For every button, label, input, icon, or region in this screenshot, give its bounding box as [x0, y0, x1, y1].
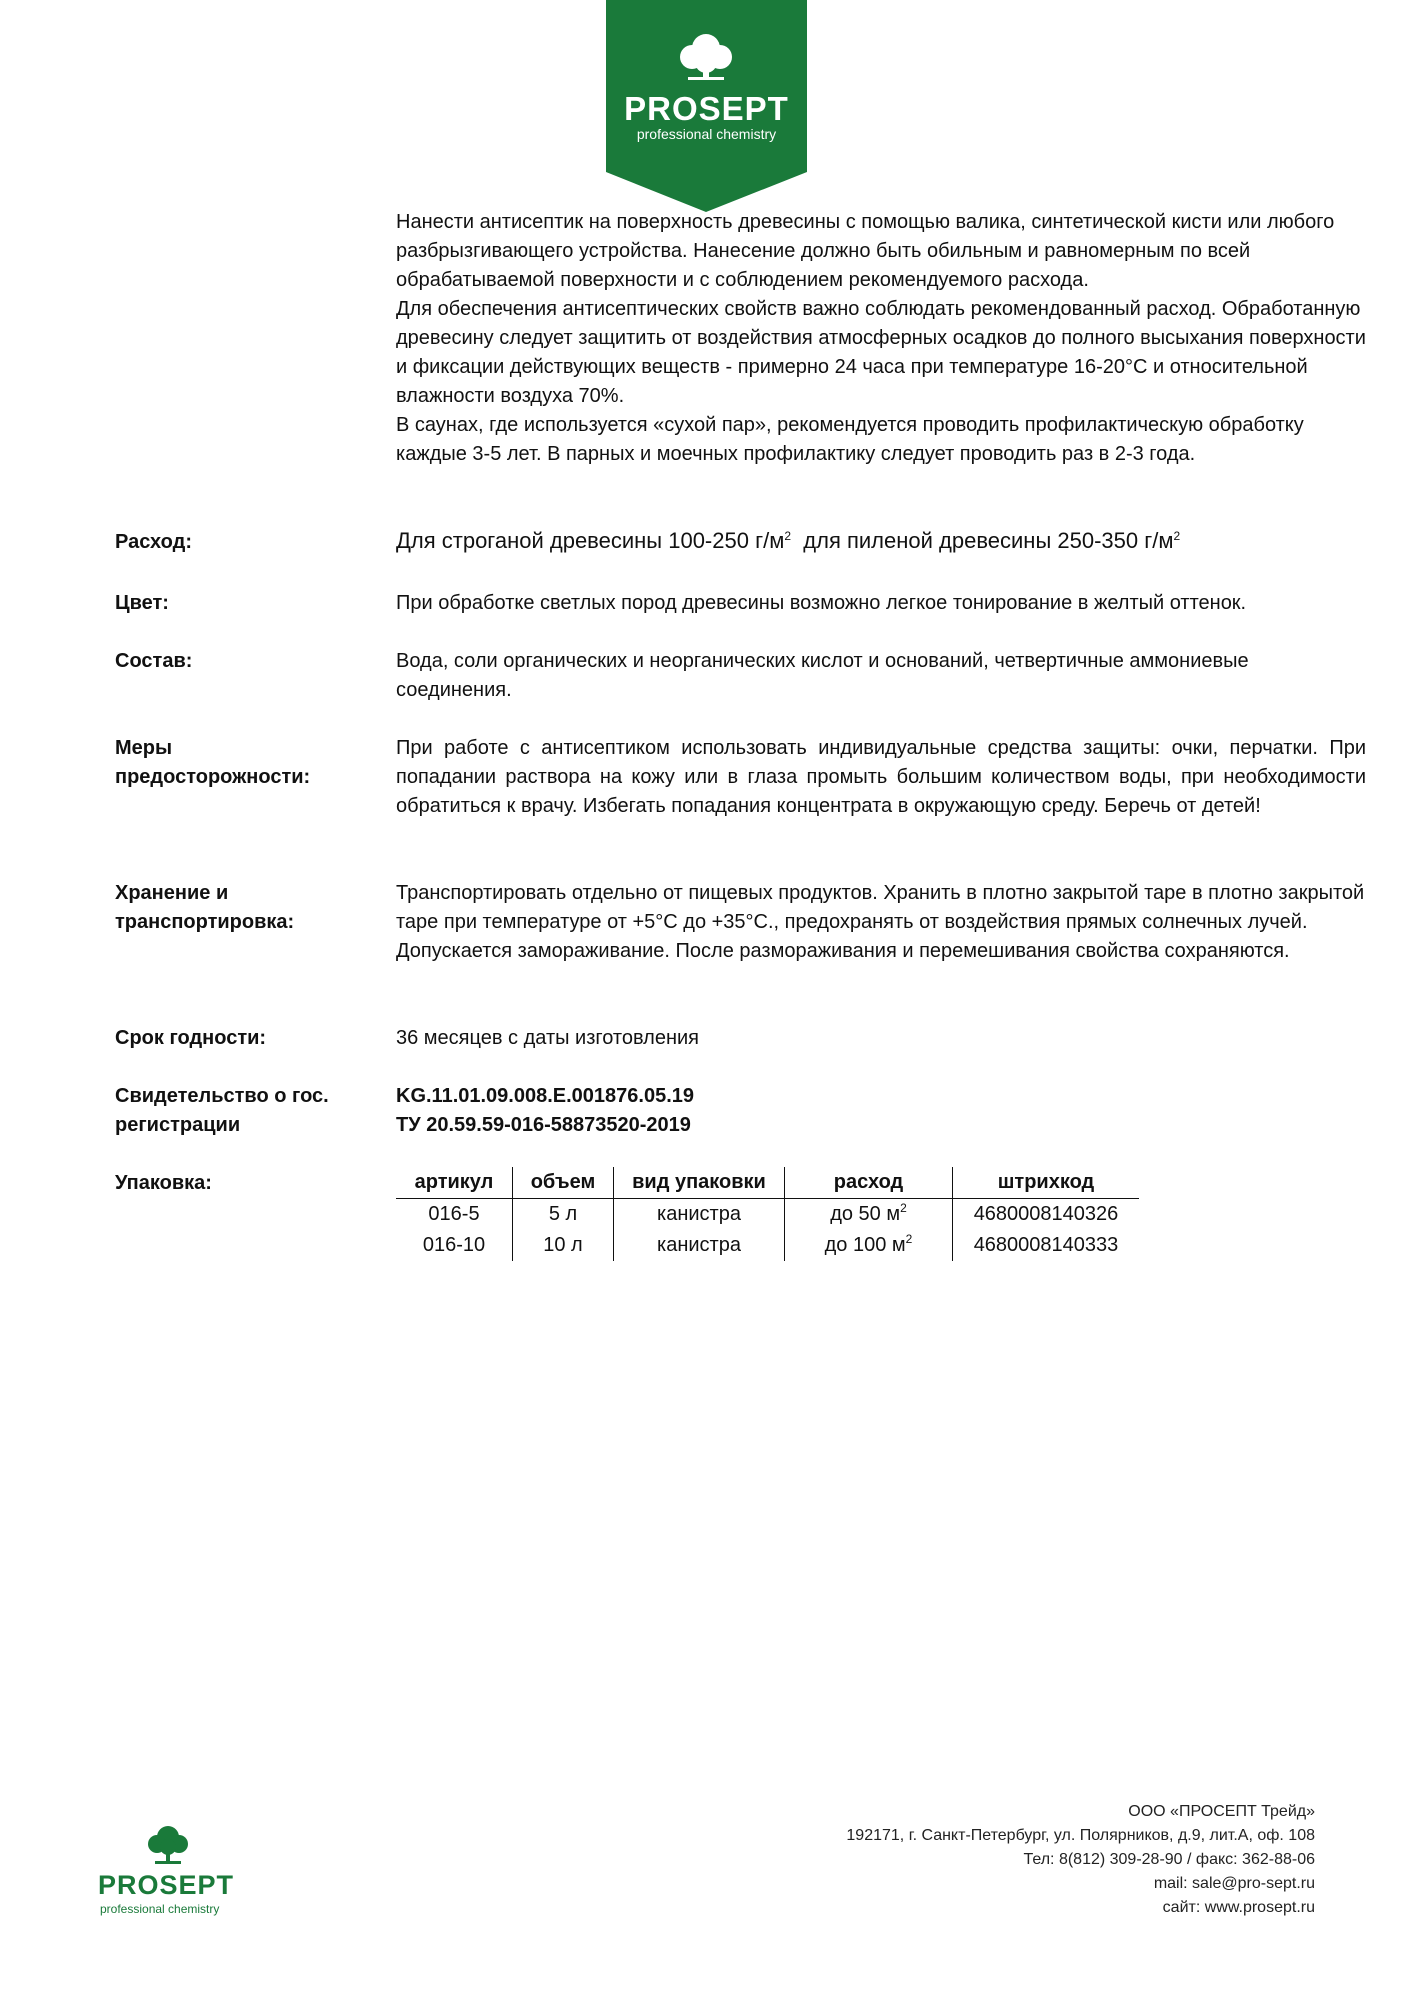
table-row — [396, 1199, 1139, 1231]
color-label: Цвет: — [115, 592, 169, 614]
company-address: 192171, г. Санкт-Петербург, ул. Полярников, д.9, лит.А, оф. 108 — [846, 1827, 1315, 1844]
tree-icon — [98, 1820, 248, 1870]
cell-barcode: 4680008140326 — [973, 1203, 1119, 1225]
cell-type: канистра — [614, 1230, 785, 1261]
usage-text: до 50 м — [830, 1203, 901, 1225]
cell-type: канистра — [614, 1199, 785, 1231]
company-info — [715, 1800, 1315, 1920]
consumption-planed: Для строганой древесины 100-250 г/м — [396, 528, 785, 553]
cell-usage — [785, 1199, 953, 1231]
company-site[interactable]: сайт: www.prosept.ru — [1162, 1899, 1315, 1916]
table-header-row — [396, 1167, 1139, 1199]
column-header: штрихкод — [953, 1167, 1140, 1199]
footer-brand: PROSEPT — [98, 1870, 235, 1900]
registration-certificate: KG.11.01.09.008.Е.001876.05.19 — [396, 1085, 695, 1107]
column-header: расход — [785, 1167, 953, 1199]
registration-label-line: регистрации — [115, 1114, 241, 1136]
storage-label-line: Хранение и — [115, 882, 229, 904]
cell-volume: 10 л — [513, 1230, 614, 1261]
header-brand: PROSEPT — [624, 90, 789, 127]
storage-label-line: транспортировка: — [115, 911, 295, 933]
company-email[interactable]: mail: sale@pro-sept.ru — [1153, 1875, 1315, 1892]
usage-text: до 100 м — [824, 1234, 906, 1256]
color-value: При обработке светлых пород древесины возможно легкое тонирование в желтый оттенок. — [396, 592, 1247, 614]
registration-label — [115, 1082, 375, 1140]
superscript: 2 — [905, 1232, 913, 1246]
header-tagline: professional chemistry — [636, 126, 777, 142]
composition-label: Состав: — [115, 650, 193, 672]
cell-article: 016-5 — [396, 1199, 513, 1231]
superscript: 2 — [784, 529, 792, 543]
precautions-value: При работе с антисептиком использовать индивидуальные средства защиты: очки, перчатки. При попадании раствора на кожу или в глаза промыть большим количеством воды, при необходимости обратиться к врачу. Избегать попадания концентрата в окружающую среду. Беречь от детей! — [396, 737, 1366, 817]
column-header: объем — [513, 1167, 614, 1199]
cell-barcode: 4680008140333 — [973, 1234, 1119, 1256]
application-instructions — [396, 208, 1366, 469]
storage-label — [115, 879, 375, 937]
superscript: 2 — [900, 1201, 907, 1215]
registration-value — [396, 1082, 1366, 1140]
company-name: ООО «ПРОСЕПТ Трейд» — [1128, 1803, 1315, 1820]
consumption-sawn: для пиленой древесины 250-350 г/м — [803, 528, 1174, 553]
storage-value: Транспортировать отдельно от пищевых продуктов. Хранить в плотно закрытой таре в плотно закрытой таре при температуре от +5°С до +35°С., предохранять от воздействия прямых солнечных лучей. Допускается замораживание. После размораживания и перемешивания свойства сохраняются. — [396, 882, 1365, 962]
footer-logo — [98, 1820, 248, 1920]
cell-volume: 5 л — [513, 1199, 614, 1231]
intro-paragraph: Нанести антисептик на поверхность древесины с помощью валика, синтетической кисти или любого разбрызгивающего устройства. Нанесение должно быть обильным и равномерным по всей обрабатываемой поверхности и с соблюдением рекомендуемого расхода. — [396, 211, 1335, 291]
shelf-life-label: Срок годности: — [115, 1027, 267, 1049]
intro-paragraph: Для обеспечения антисептических свойств важно соблюдать рекомендованный расход. Обработанную древесину следует защитить от воздействия атмосферных осадков до полного высыхания поверхности и фиксации действующих веществ - примерно 24 часа при температуре 16-20°С и относительной влажности воздуха 70%. — [396, 298, 1366, 407]
packaging-label: Упаковка: — [115, 1172, 212, 1194]
intro-paragraph: В саунах, где используется «сухой пар», рекомендуется проводить профилактическую обработку каждые 3-5 лет. В парных и моечных профилактику следует проводить раз в 2-3 года. — [396, 414, 1304, 465]
packaging-table — [396, 1167, 1139, 1261]
column-header: вид упаковки — [614, 1167, 785, 1199]
footer-tagline: professional chemistry — [100, 1902, 220, 1916]
registration-spec: ТУ 20.59.59-016-58873520-2019 — [396, 1114, 691, 1136]
consumption-label: Расход: — [115, 531, 192, 553]
consumption-value — [396, 526, 1366, 555]
cell-usage — [785, 1230, 953, 1261]
table-row — [396, 1230, 1139, 1261]
shelf-life-value: 36 месяцев с даты изготовления — [396, 1027, 699, 1049]
precautions-label-line: Меры — [115, 737, 173, 759]
header-logo — [606, 0, 807, 212]
precautions-label-line: предосторожности: — [115, 766, 311, 788]
column-header: артикул — [396, 1167, 513, 1199]
composition-value: Вода, соли органических и неорганических кислот и оснований, четвертичные аммониевые соединения. — [396, 650, 1249, 701]
company-phone: Тел: 8(812) 309-28-90 / факс: 362-88-06 — [1023, 1851, 1315, 1868]
registration-label-line: Свидетельство о гос. — [115, 1085, 329, 1107]
precautions-label — [115, 734, 375, 792]
cell-article: 016-10 — [396, 1230, 513, 1261]
superscript: 2 — [1173, 529, 1181, 543]
